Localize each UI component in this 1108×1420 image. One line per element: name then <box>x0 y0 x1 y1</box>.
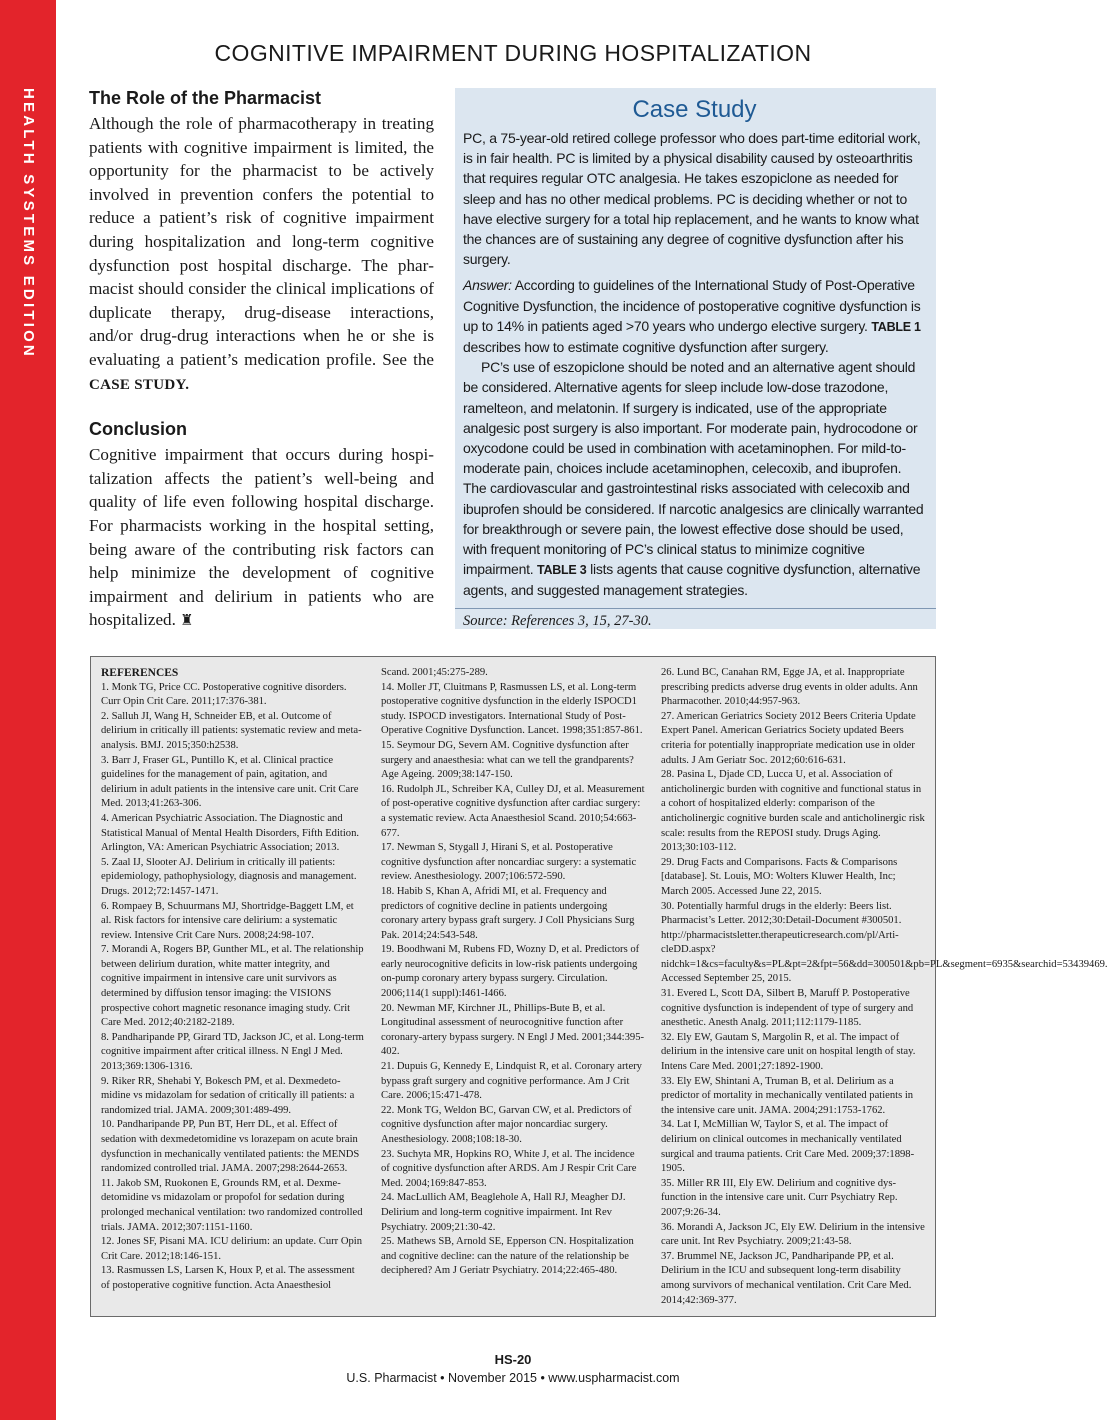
case-study-source: Source: References 3, 15, 27-30. <box>463 612 652 629</box>
reference-item: 17. Newman S, Stygall J, Hirani S, et al. Postoperative cognitive dysfunction after noncardiac surgery: a systematic review. Anesthesiology. 2007;106:572-590. <box>381 842 637 883</box>
conclusion-heading: Conclusion <box>89 419 187 440</box>
page-number: HS-20 <box>494 1352 532 1367</box>
conclusion-section <box>89 419 434 634</box>
section-side-label: HEALTH SYSTEMS EDITION <box>20 88 37 359</box>
reference-item: 32. Ely EW, Gautam S, Margolin R, et al. The impact of delirium in the intensive care unit on hospital length of stay. Intens Care Med. 2001;27:1892-1900. <box>661 1031 916 1073</box>
reference-item: 37. Brummel NE, Jackson JC, Pandharipande PP, et al. Delirium in the ICU and subsequent long-term disability among survivors of mechanical ventilation. Crit Care Med. 2014;42:369-377. <box>661 1250 912 1306</box>
reference-item: 36. Morandi A, Jackson JC, Ely EW. Delirium in the intensive care unit. Int Rev Psychiatry. 2009;21:43-58. <box>661 1221 925 1248</box>
publication-line: U.S. Pharmacist • November 2015 • www.uspharmacist.com <box>346 1371 680 1385</box>
reference-item: 11. Jakob SM, Ruokonen E, Grounds RM, et al. Dexmedetomidine vs midazolam or propofol for sedation during prolonged mechanical ventilation: two randomized controlled trials. JAMA. 2012;307:1151-1160. <box>101 1177 363 1233</box>
reference-item: 3. Barr J, Fraser GL, Puntillo K, et al. Clinical practice guidelines for the management of pain, agitation, and delirium in adult patients in the intensive care unit. Crit Care Med. 2013;41:263-306. <box>101 754 359 810</box>
conclusion-body-text: Cognitive impairment that occurs during hospitalization affects the patient’s well-being and quality of life even following hospital discharge. For pharmacists working in the hospital setting, being aware of the contributing risk factors can help minimize the development of cognitive impairment and delirium in patients who are hospitalized. <box>89 445 434 630</box>
case-study-reference: CASE STUDY. <box>89 376 190 393</box>
reference-item: 31. Evered L, Scott DA, Silbert B, Maruff P. Postoperative cognitive dysfunction is independent of type of surgery and anesthetic. Anesth Analg. 2011;112:1179-1185. <box>661 988 914 1029</box>
references-list-3 <box>661 666 1108 1308</box>
page-title: COGNITIVE IMPAIRMENT DURING HOSPITALIZATION <box>214 40 812 66</box>
table-1-reference: TABLE 1 <box>871 319 921 334</box>
reference-item: 15. Seymour DG, Severn AM. Cognitive dysfunction after surgery and anaesthesia: what can we tell the grandparents? Age Ageing. 2009;38:147-150. <box>381 739 634 781</box>
case-study-recommendations <box>463 357 926 600</box>
pharmacist-section <box>89 88 434 397</box>
case-study-divider <box>455 608 936 609</box>
reference-item: 16. Rudolph JL, Schreiber KA, Culley DJ, et al. Measurement of post-operative cognitive dysfunction after cardiac surgery: a systematic review. Acta Anaesthesiol Scand. 2010;54:663-677. <box>381 783 645 839</box>
reference-item: 30. Potentially harmful drugs in the elderly: Beers list. Pharmacist’s Letter. 2012;30:Detail-Document #300501. http://pharmacistsletter.therapeuticresearch.com/pl/ArticleDD.aspx?nidchk=1&cs=faculty&s=PL&pt=2&fpt=56&dd=300501&pb=PL&segment=6935&searchid=53439469. Accessed September 25, 2015. <box>661 900 1108 985</box>
case-study-scenario: PC, a 75-year-old retired college professor who does part-time editorial work, is in fair health. PC is limited by a physical disability caused by osteoarthritis that requires regular OTC analgesia. He takes eszopiclone as needed for sleep and has no other medical problems. PC is deciding whether or not to have elective surgery for a total hip replacement, and he wants to know what the chances are of sustaining any degree of cognitive dysfunction after his surgery. <box>463 130 921 268</box>
reference-item: 18. Habib S, Khan A, Afridi MI, et al. Frequency and predictors of cognitive decline in patients undergoing coronary artery bypass graft surgery. J Coll Physicians Surg Pak. 2014;24:543-548. <box>381 885 635 941</box>
page-footer <box>90 1352 936 1385</box>
references-list-1 <box>101 681 365 1294</box>
left-column <box>89 88 434 634</box>
references-heading: REFERENCES <box>101 667 179 679</box>
reference-item: 27. American Geriatrics Society 2012 Beers Criteria Update Expert Panel. American Geriatrics Society updated Beers criteria for potentially inappropriate medication use in older adults. J Am Geriatr Soc. 2012;60:616-631. <box>661 710 916 766</box>
reference-item: 10. Pandharipande PP, Pun BT, Herr DL, et al. Effect of sedation with dexmedetomidine vs lorazepam on acute brain dysfunction in mechanically ventilated patients: the MENDS randomized controlled trial. JAMA. 2007;298:2644-2653. <box>101 1119 360 1175</box>
answer-text: According to guidelines of the International Study of Post-Operative Cognitive Dysfunction, the incidence of postoperative cognitive dysfunction is up to 14% in patients aged >70 years who undergo elective surgery. <box>463 277 921 334</box>
reference-item: 26. Lund BC, Canahan RM, Egge JA, et al. Inappropriate prescribing predicts adverse drug events in older adults. Ann Pharmacother. 2010;44:957-963. <box>661 667 918 708</box>
reference-item: 6. Rompaey B, Schuurmans MJ, Shortridge-Baggett LM, et al. Risk factors for intensive care delirium: a systematic review. Intensive Crit Care Nurs. 2008;24:98-107. <box>101 900 354 941</box>
references-box <box>90 656 1108 1317</box>
reference-item: 7. Morandi A, Rogers BP, Gunther ML, et al. The relationship between delirium duration, white matter integrity, and cognitive impairment in intensive care unit survivors as determined by diffusion tensor imaging: the VISIONS prospective cohort magnetic resonance imaging study. Crit Care Med. 2012;40:2182-2189. <box>101 944 364 1029</box>
reference-item: 29. Drug Facts and Comparisons. Facts & Comparisons [database]. St. Louis, MO: Wolters Kluwer Health, Inc; March 2005. Accessed June 22, 2015. <box>661 856 898 897</box>
reference-item: 28. Pasina L, Djade CD, Lucca U, et al. Association of anticholinergic burden with cognitive and functional status in a cohort of hospitalized elderly: comparison of the anticholinergic cognitive burden scale and anticholinergic risk scale: results from the REPOSI study. Drugs Aging. 2013;30:103-112. <box>661 769 925 854</box>
pharmacist-heading: The Role of the Pharmacist <box>89 88 322 108</box>
reference-item: 5. Zaal IJ, Slooter AJ. Delirium in critically ill patients: epidemiology, pathophysiology, diagnosis and management. Drugs. 2012;72:1457-1471. <box>101 856 357 897</box>
recommendations-text-2: lists agents that cause cognitive dysfunction, alternative agents, and suggested management strategies. <box>463 561 921 599</box>
article-end-icon: ♜ <box>180 613 194 630</box>
references-column-1 <box>101 666 365 1308</box>
reference-item: 21. Dupuis G, Kennedy E, Lindquist R, et al. Coronary artery bypass graft surgery and cognitive performance. Am J Crit Care. 2006;15:471-478. <box>381 1061 642 1102</box>
references-list-2 <box>381 666 645 1279</box>
answer-text-2: describes how to estimate cognitive dysfunction after surgery. <box>463 339 829 356</box>
reference-item: 4. American Psychiatric Association. The Diagnostic and Statistical Manual of Mental Health Disorders, Fifth Edition. Arlington, VA: American Psychiatric Association; 2013. <box>101 812 360 854</box>
pharmacist-body-text: Although the role of pharmacotherapy in treating patients with cognitive impairment is limited, the opportunity for the pharmacist to be actively involved in prevention confers the potential to reduce a patient’s risk of cognitive impairment during hospitalization and long-term cognitive dysfunction post hospital discharge. The pharmacist should consider the clinical implications of duplicate therapy, drug-disease interactions, and/or drug-drug interactions when he or she is evaluating a patient’s medication profile. See the <box>89 114 434 369</box>
conclusion-body <box>89 443 434 634</box>
references-columns <box>101 666 1108 1308</box>
case-study-box <box>455 88 936 629</box>
references-column-3 <box>661 666 1108 1308</box>
reference-item: 33. Ely EW, Shintani A, Truman B, et al. Delirium as a predictor of mortality in mechanically ventilated patients in the intensive care unit. JAMA. 2004;291:1753-1762. <box>661 1075 914 1116</box>
reference-item: 2. Salluh JI, Wang H, Schneider EB, et al. Outcome of delirium in critically ill patients: systematic review and meta-analysis. BMJ. 2015;350:h2538. <box>101 710 362 751</box>
reference-item: 9. Riker RR, Shehabi Y, Bokesch PM, et al. Dexmedetomidine vs midazolam for sedation of critically ill patients: a randomized trial. JAMA. 2009;301:489-499. <box>101 1075 355 1116</box>
reference-item: 20. Newman MF, Kirchner JL, Phillips-Bute B, et al. Longitudinal assessment of neurocognitive function after coronary-artery bypass surgery. N Engl J Med. 2001;344:395-402. <box>381 1002 645 1058</box>
reference-item: 25. Mathews SB, Arnold SE, Epperson CN. Hospitalization and cognitive decline: can the nature of the relationship be deciphered? Am J Geriatr Psychiatry. 2014;22:465-480. <box>381 1236 634 1277</box>
reference-item: 12. Jones SF, Pisani MA. ICU delirium: an update. Curr Opin Crit Care. 2012;18:146-151. <box>101 1236 363 1262</box>
case-study-answer <box>463 275 926 357</box>
case-study-title: Case Study <box>632 96 757 123</box>
reference-item: 19. Boodhwani M, Rubens FD, Wozny D, et al. Predictors of early neurocognitive deficits in low-risk patients undergoing on-pump coronary artery bypass surgery. Circulation. 2006;114(1 suppl):I461-I466. <box>381 944 640 1000</box>
reference-item: 1. Monk TG, Price CC. Postoperative cognitive disorders. Curr Opin Crit Care. 2011;17:376-381. <box>101 681 347 708</box>
references-column-2 <box>381 666 645 1308</box>
reference-item: 13. Rasmussen LS, Larsen K, Houx P, et al. The assessment of postoperative cognitive function. Acta Anaesthesiol <box>101 1265 355 1291</box>
reference-item: 22. Monk TG, Weldon BC, Garvan CW, et al. Predictors of cognitive dysfunction after major noncardiac surgery. Anesthesiology. 2008;108:18-30. <box>381 1104 632 1145</box>
reference-item: 34. Lat I, McMillian W, Taylor S, et al. The impact of delirium on clinical outcomes in mechanically ventilated surgical and trauma patients. Crit Care Med. 2009;37:1898-1905. <box>661 1119 915 1175</box>
table-3-reference: TABLE 3 <box>537 563 587 578</box>
reference-item: 35. Miller RR III, Ely EW. Delirium and cognitive dysfunction in the intensive care unit. Curr Psychiatry Rep. 2007;9:26-34. <box>661 1177 898 1218</box>
pharmacist-body <box>89 112 434 397</box>
reference-item: 8. Pandharipande PP, Girard TD, Jackson JC, et al. Long-term cognitive impairment after critical illness. N Engl J Med. 2013;369:1306-1316. <box>101 1031 364 1073</box>
recommendations-text: PC’s use of eszopiclone should be noted and an alternative agent should be considered. Alternative agents for sleep include low-dose trazodone, ramelteon, and melatonin. If surgery is indicated, use of the appropriate analgesic post surgery is also important. For moderate pain, hydrocodone or oxycodone could be used in combination with acetaminophen. For mild-to-moderate pain, choices include acetaminophen, celecoxib, and ibuprofen. The cardiovascular and gastrointestinal risks associated with celecoxib and ibuprofen should be considered. If narcotic analgesics are clinically warranted for breakthrough or severe pain, the lowest effective dose should be used, with frequent monitoring of PC’s clinical status to minimize cognitive impairment. <box>463 359 924 578</box>
reference-item: Scand. 2001;45:275-289. <box>381 667 488 678</box>
reference-item: 24. MacLullich AM, Beaglehole A, Hall RJ, Meagher DJ. Delirium and long-term cognitive impairment. Int Rev Psychiatry. 2009;21:30-42. <box>381 1192 626 1233</box>
reference-item: 23. Suchyta MR, Hopkins RO, White J, et al. The incidence of cognitive dysfunction after ARDS. Am J Respir Crit Care Med. 2004;169:847-853. <box>381 1148 637 1189</box>
answer-label: Answer: <box>463 277 512 294</box>
reference-item: 14. Moller JT, Cluitmans P, Rasmussen LS, et al. Long-term postoperative cognitive dysfunction in the elderly ISPOCD1 study. ISPOCD investigators. International Study of Post-Operative Cognitive Dysfunction. Lancet. 1998;351:857-861. <box>381 681 643 737</box>
